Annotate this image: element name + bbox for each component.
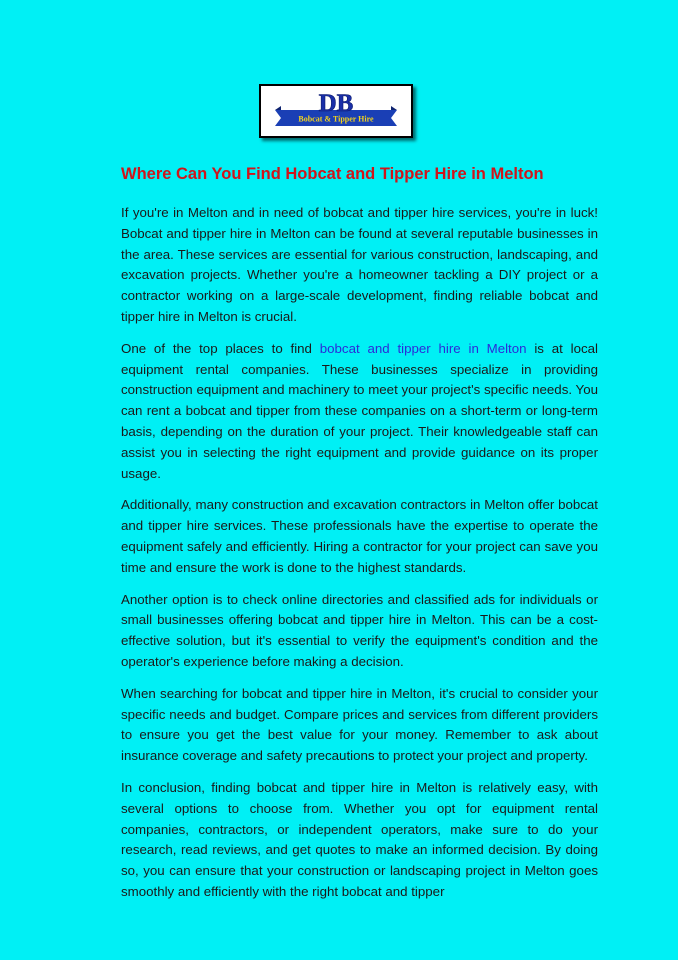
paragraph-conclusion: In conclusion, finding bobcat and tipper hire in Melton is relatively easy, with several options to choose from. Whether you opt for equipment rental companies, contractors, or independent operators, make sure to do your research, read reviews, and get quotes to make an informed decision. By doing so, you can ensure that your construction or landscaping project in Melton goes smoothly and efficiently with the right bobcat and tipper xyxy=(121,779,598,899)
company-logo xyxy=(259,84,413,138)
paragraph-intro: If you're in Melton and in need of bobcat and tipper hire services, you're in luck! Bobcat and tipper hire in Melton can be found at several reputable businesses in the area. These services are essential for various construction, landscaping, and excavation projects. Whether you're a homeowner tackling a DIY project or a contractor working on a large-scale development, finding reliable bobcat and tipper hire in Melton is crucial. xyxy=(121,205,598,324)
paragraph-text: One of the top places to find xyxy=(121,340,320,356)
article xyxy=(121,162,598,914)
bobcat-tipper-hire-link[interactable]: bobcat and tipper hire in Melton xyxy=(319,340,527,356)
paragraph-budget: When searching for bobcat and tipper hire in Melton, it's crucial to consider your specific needs and budget. Compare prices and services from different providers to ensure you get the best value for your money. Remember to ask about insurance coverage and safety precautions to protect your project and property. xyxy=(121,685,598,764)
paragraph-rental-companies xyxy=(121,339,598,485)
paragraph-directories: Another option is to check online directories and classified ads for individuals or small businesses offering bobcat and tipper hire in Melton. This can be a cost- effective solution, but it's essential to verify the equipment's condition and the operator's experience before making a decision. xyxy=(121,591,598,669)
paragraph-text: is at local equipment rental companies. These businesses specialize in providing construction equipment and machinery to meet your project's specific needs. You can rent a bobcat and tipper from these companies on a short-term or long-term basis, depending on the duration of your project. Their knowledgeable staff can assist you in selecting the right equipment and provide guidance on its proper usage. xyxy=(121,340,598,481)
logo-graphic xyxy=(261,86,411,136)
article-title: Where Can You Find Hobcat and Tipper Hire in Melton xyxy=(121,165,544,183)
logo-tagline: Bobcat & Tipper Hire xyxy=(298,114,374,124)
paragraph-contractors: Additionally, many construction and excavation contractors in Melton offer bobcat and tipper hire services. These professionals have the expertise to operate the equipment safely and efficiently. Hiring a contractor for your project can save you time and ensure the work is done to the highest standards. xyxy=(121,497,598,575)
logo-letters: DB xyxy=(318,90,354,117)
